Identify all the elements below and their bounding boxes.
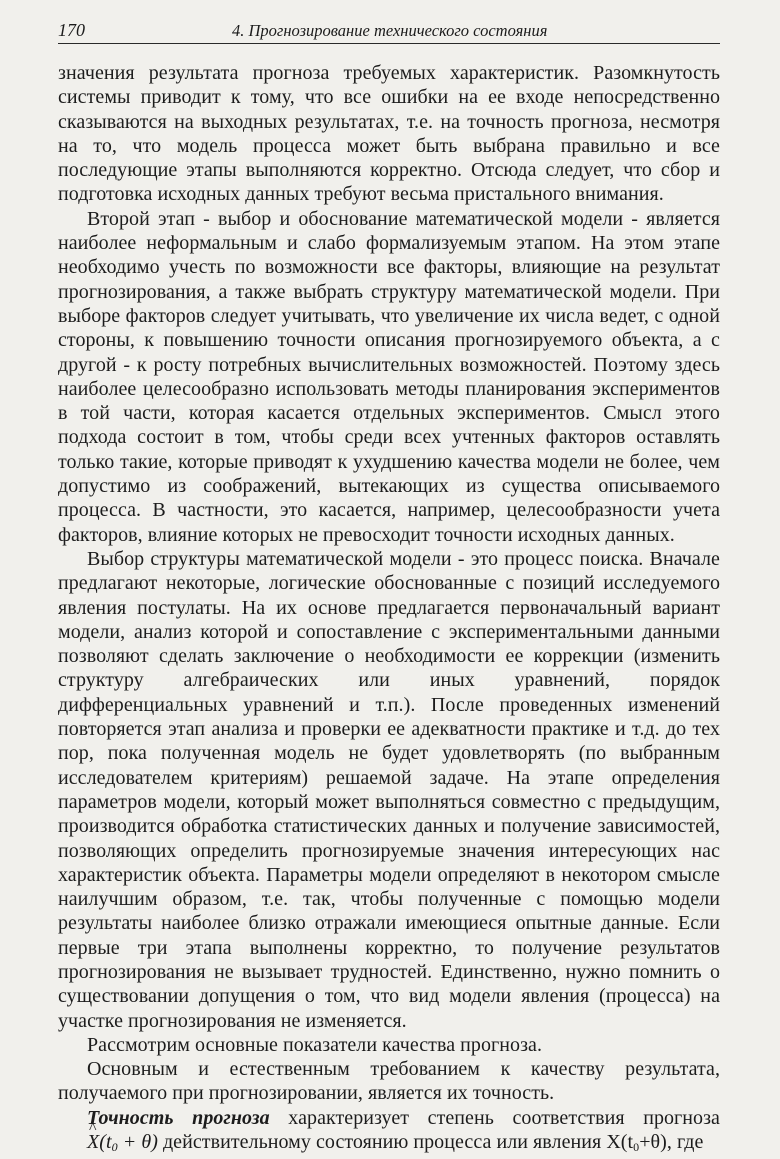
forecast-formula-subscript: 0 [111, 1140, 118, 1155]
term-forecast-accuracy: Точность прогноза [87, 1106, 270, 1129]
paragraph-6-text-c: , где [666, 1131, 704, 1154]
forecast-formula [58, 1131, 158, 1153]
actual-formula-subscript: 0 [633, 1140, 640, 1155]
forecast-formula-open: (t [99, 1131, 112, 1154]
page-number: 170 [58, 20, 85, 40]
body-text [58, 61, 720, 1159]
paragraph-6 [58, 1106, 720, 1159]
paragraph-1: значения результата прогноза требуемых характеристик. Разомкнутость системы приводит к тому, что все ошибки на ее входе непосредственно сказываются на выходных результатах, т.е. на точность прогноза, несмотря на то, что модель процесса может быть выбрана правильно и все последующие этапы выполняются корректно. Отсюда следует, что сбор и подготовка исходных данных требуют весьма пристального внимания. [58, 62, 720, 206]
actual-formula-close: +θ) [639, 1131, 667, 1154]
actual-state-formula [606, 1131, 667, 1153]
actual-formula-open: X(t [606, 1131, 634, 1154]
paragraph-4: Рассмотрим основные показатели качества прогноза. [87, 1033, 543, 1056]
running-header [58, 20, 720, 44]
paragraph-6-text-b: действительному состоянию процесса или явления [157, 1131, 607, 1154]
x-hat-symbol: ^ X [58, 1130, 99, 1154]
paragraph-2: Второй этап - выбор и обоснование математической модели - является наиболее неформальным и слабо формализуемым этапом. На этом этапе необходимо учесть по возможности все факторы, влияющие на результат прогнозирования, а также выбрать структуру математической модели. При выборе факторов следует учитывать, что увеличение их числа ведет, с одной стороны, к повышению точности описания прогнозируемого объекта, а с другой - к росту потребных вычислительных возможностей. Поэтому здесь наиболее целесообразно использовать методы планирования экспериментов в той части, которая касается отдельных экспериментов. Смысл этого подхода состоит в том, чтобы среди всех учтенных факторов оставлять только такие, которые приводят к ухудшению качества модели не более, чем допустимо из соображений, вытекающих из существа описываемого процесса. В частности, это касается, например, целесообразности учета факторов, влияние которых не превосходит точности исходных данных. [58, 207, 720, 546]
chapter-title: 4. Прогнозирование технического состояния [232, 21, 548, 40]
book-page [58, 20, 720, 1159]
forecast-formula-close: + θ) [117, 1131, 158, 1154]
paragraph-3: Выбор структуры математической модели - это процесс поиска. Вначале предлагают некоторые, логические обоснованные с позиций исследуемого явления постулаты. На их основе предлагается первоначальный вариант модели, анализ которой и сопоставление с экспериментальными данными позволяют сделать заключение о необходимости ее коррекции (изменить структуру алгебраических или иных уравнений, порядок дифференциальных уравнений и т.п.). После проведенных изменений повторяется этап анализа и проверки ее адекватности практике и т.д. до тех пор, пока полученная модель не будет удовлетворять (по выбранным исследователем критериям) решаемой задаче. На этапе определения параметров модели, который может выполняться совместно с предыдущим, производится обработка статистических данных и получение зависимостей, позволяющих определить прогнозируемые значения интересующих нас характеристик объекта. Параметры модели определяют в некотором смысле наилучшим образом, т.е. так, чтобы полученные с помощью модели результаты наиболее близко отражали имеющиеся опытные данные. Если первые три этапа выполнены корректно, то получение результатов прогнозирования не вызывает трудностей. Единственно, нужно помнить о существовании допущения о том, что вид модели явления (процесса) на участке прогнозирования не изменяется. [58, 547, 720, 1032]
paragraph-6-text-a: характеризует степень соответствия прогноза [269, 1106, 720, 1129]
paragraph-5: Основным и естественным требованием к качеству результата, получаемого при прогнозировании, является их точность. [58, 1058, 720, 1105]
